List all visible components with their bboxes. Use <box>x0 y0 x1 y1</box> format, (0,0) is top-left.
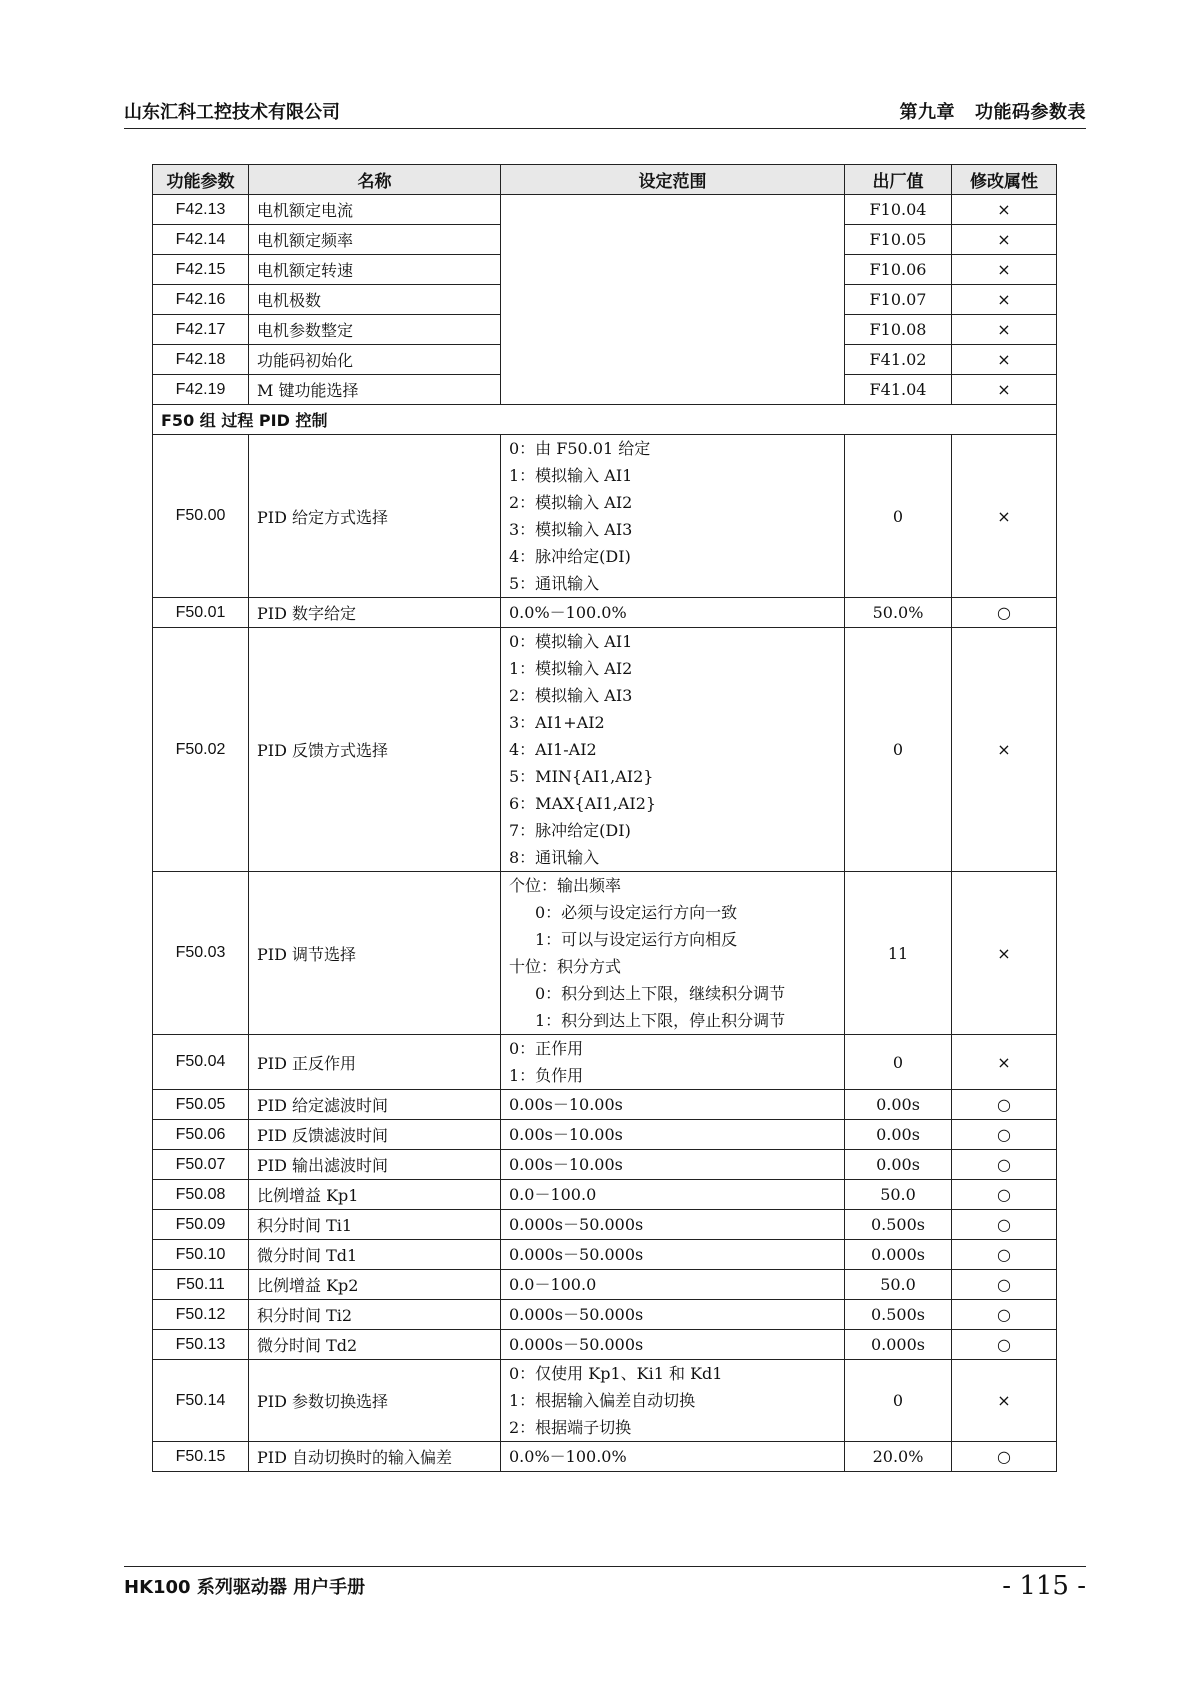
param-code: F50.11 <box>153 1270 249 1300</box>
param-attr: × <box>952 195 1057 225</box>
table-row <box>153 1150 1057 1180</box>
param-code: F50.06 <box>153 1120 249 1150</box>
range-option: 0.0%－100.0% <box>509 1447 627 1466</box>
range-option: 3：AI1+AI2 <box>509 713 605 732</box>
param-name: PID 参数切换选择 <box>249 1360 501 1442</box>
range-option: 2：根据端子切换 <box>509 1418 632 1437</box>
param-name: PID 数字给定 <box>249 598 501 628</box>
param-default: 0 <box>845 435 952 598</box>
range-option: 7：脉冲给定(DI) <box>509 821 631 840</box>
param-name: PID 给定方式选择 <box>249 435 501 598</box>
param-code: F50.09 <box>153 1210 249 1240</box>
table-row <box>153 1240 1057 1270</box>
range-option: 1：模拟输入 AI2 <box>509 659 633 678</box>
param-range <box>501 1360 845 1442</box>
range-option: 0.0－100.0 <box>509 1185 597 1204</box>
range-option: 2：模拟输入 AI2 <box>509 493 633 512</box>
range-option: 十位：积分方式 <box>509 957 622 976</box>
range-option: 1：模拟输入 AI1 <box>509 466 633 485</box>
param-range <box>501 1330 845 1360</box>
param-default: 50.0 <box>845 1180 952 1210</box>
param-range <box>501 598 845 628</box>
table-body <box>153 195 1057 1472</box>
param-code: F42.13 <box>153 195 249 225</box>
param-name: 积分时间 Ti1 <box>249 1210 501 1240</box>
param-name: PID 输出滤波时间 <box>249 1150 501 1180</box>
param-default: F10.07 <box>845 285 952 315</box>
param-default: 0 <box>845 1360 952 1442</box>
param-range <box>501 1180 845 1210</box>
param-attr: ○ <box>952 1240 1057 1270</box>
param-range <box>501 628 845 872</box>
company-name: 山东汇科工控技术有限公司 <box>124 102 340 123</box>
param-attr: × <box>952 1035 1057 1090</box>
parameter-table <box>152 164 1057 1472</box>
param-attr: × <box>952 225 1057 255</box>
param-code: F50.01 <box>153 598 249 628</box>
param-range <box>501 1240 845 1270</box>
param-attr: ○ <box>952 1442 1057 1472</box>
table-header-row <box>153 165 1057 195</box>
range-option: 0：模拟输入 AI1 <box>509 632 633 651</box>
param-attr: × <box>952 628 1057 872</box>
param-attr: ○ <box>952 1150 1057 1180</box>
page-header <box>124 98 1086 129</box>
group-title: F50 组 过程 PID 控制 <box>153 405 1057 435</box>
param-attr: × <box>952 345 1057 375</box>
param-name: 电机额定电流 <box>249 195 501 225</box>
param-code: F50.15 <box>153 1442 249 1472</box>
param-range <box>501 1270 845 1300</box>
range-option: 0.000s－50.000s <box>509 1305 644 1324</box>
param-default: F10.05 <box>845 225 952 255</box>
range-option: 8：通讯输入 <box>509 848 600 867</box>
param-range <box>501 1210 845 1240</box>
param-code: F42.19 <box>153 375 249 405</box>
table-row <box>153 1210 1057 1240</box>
header-attr: 修改属性 <box>952 165 1057 195</box>
param-attr: ○ <box>952 1180 1057 1210</box>
param-range <box>501 1150 845 1180</box>
range-option: 1：负作用 <box>509 1066 584 1085</box>
param-code: F50.03 <box>153 872 249 1035</box>
range-option: 0.000s－50.000s <box>509 1245 644 1264</box>
param-range <box>501 1090 845 1120</box>
param-range <box>501 435 845 598</box>
param-name: 电机额定转速 <box>249 255 501 285</box>
param-name: PID 给定滤波时间 <box>249 1090 501 1120</box>
param-code: F42.16 <box>153 285 249 315</box>
param-code: F50.07 <box>153 1150 249 1180</box>
table-row <box>153 1120 1057 1150</box>
param-default: F10.06 <box>845 255 952 285</box>
param-range <box>501 1120 845 1150</box>
param-range <box>501 1035 845 1090</box>
param-name: PID 反馈方式选择 <box>249 628 501 872</box>
header-range: 设定范围 <box>501 165 845 195</box>
chapter-heading <box>880 98 1087 124</box>
range-option: 0.000s－50.000s <box>509 1215 644 1234</box>
param-attr: ○ <box>952 1120 1057 1150</box>
table-row <box>153 1270 1057 1300</box>
table-row <box>153 1300 1057 1330</box>
range-option: 1：积分到达上下限，停止积分调节 <box>535 1011 786 1030</box>
range-option: 0：正作用 <box>509 1039 584 1058</box>
param-range <box>501 872 845 1035</box>
header-default: 出厂值 <box>845 165 952 195</box>
param-attr: ○ <box>952 598 1057 628</box>
param-name: PID 反馈滤波时间 <box>249 1120 501 1150</box>
range-option: 0.00s－10.00s <box>509 1125 623 1144</box>
param-attr: × <box>952 315 1057 345</box>
param-name: 电机极数 <box>249 285 501 315</box>
table-row <box>153 1360 1057 1442</box>
table-row <box>153 598 1057 628</box>
table-row <box>153 1330 1057 1360</box>
param-name: PID 正反作用 <box>249 1035 501 1090</box>
range-option: 0.0%－100.0% <box>509 603 627 622</box>
param-name: 电机额定频率 <box>249 225 501 255</box>
range-option: 0：由 F50.01 给定 <box>509 439 651 458</box>
param-range <box>501 195 845 405</box>
param-default: 50.0% <box>845 598 952 628</box>
table-row <box>153 872 1057 1035</box>
table-row <box>153 195 1057 225</box>
param-default: 0 <box>845 1035 952 1090</box>
table-row <box>153 1442 1057 1472</box>
table-row <box>153 1180 1057 1210</box>
range-option: 1：可以与设定运行方向相反 <box>535 930 738 949</box>
param-name: 电机参数整定 <box>249 315 501 345</box>
param-code: F42.18 <box>153 345 249 375</box>
param-name: 微分时间 Td1 <box>249 1240 501 1270</box>
header-code: 功能参数 <box>153 165 249 195</box>
param-name: PID 自动切换时的输入偏差 <box>249 1442 501 1472</box>
range-option: 个位：输出频率 <box>509 876 622 895</box>
range-option: 0.000s－50.000s <box>509 1335 644 1354</box>
param-code: F42.17 <box>153 315 249 345</box>
param-attr: × <box>952 255 1057 285</box>
param-name: 比例增益 Kp2 <box>249 1270 501 1300</box>
chapter-number: 第九章 <box>899 102 955 123</box>
table-row <box>153 435 1057 598</box>
param-default: 0.00s <box>845 1120 952 1150</box>
param-name: PID 调节选择 <box>249 872 501 1035</box>
range-option: 0.00s－10.00s <box>509 1155 623 1174</box>
param-range <box>501 1442 845 1472</box>
range-option: 5：MIN{AI1,AI2} <box>509 767 654 786</box>
param-code: F50.14 <box>153 1360 249 1442</box>
param-code: F50.05 <box>153 1090 249 1120</box>
range-option: 6：MAX{AI1,AI2} <box>509 794 657 813</box>
param-attr: ○ <box>952 1210 1057 1240</box>
param-default: 11 <box>845 872 952 1035</box>
param-name: 积分时间 Ti2 <box>249 1300 501 1330</box>
param-attr: × <box>952 1360 1057 1442</box>
param-default: 50.0 <box>845 1270 952 1300</box>
param-default: 0 <box>845 628 952 872</box>
param-attr: ○ <box>952 1300 1057 1330</box>
param-code: F50.10 <box>153 1240 249 1270</box>
param-attr: ○ <box>952 1270 1057 1300</box>
param-default: 0.000s <box>845 1240 952 1270</box>
param-code: F42.15 <box>153 255 249 285</box>
range-option: 1：根据输入偏差自动切换 <box>509 1391 696 1410</box>
param-name: M 键功能选择 <box>249 375 501 405</box>
param-attr: ○ <box>952 1330 1057 1360</box>
page-number: - 115 - <box>1002 1571 1086 1601</box>
range-option: 0.00s－10.00s <box>509 1095 623 1114</box>
param-name: 微分时间 Td2 <box>249 1330 501 1360</box>
table-row <box>153 1035 1057 1090</box>
param-name: 功能码初始化 <box>249 345 501 375</box>
param-code: F50.04 <box>153 1035 249 1090</box>
param-default: F10.08 <box>845 315 952 345</box>
header-name: 名称 <box>249 165 501 195</box>
manual-title: HK100 系列驱动器 用户手册 <box>124 1577 366 1598</box>
param-code: F50.13 <box>153 1330 249 1360</box>
param-name: 比例增益 Kp1 <box>249 1180 501 1210</box>
group-row <box>153 405 1057 435</box>
range-option: 4：AI1-AI2 <box>509 740 597 759</box>
range-option: 4：脉冲给定(DI) <box>509 547 631 566</box>
range-option: 0：积分到达上下限，继续积分调节 <box>535 984 786 1003</box>
param-attr: × <box>952 435 1057 598</box>
param-default: F41.02 <box>845 345 952 375</box>
param-default: 0.00s <box>845 1150 952 1180</box>
param-code: F50.12 <box>153 1300 249 1330</box>
param-default: F41.04 <box>845 375 952 405</box>
range-option: 2：模拟输入 AI3 <box>509 686 633 705</box>
param-attr: ○ <box>952 1090 1057 1120</box>
param-attr: × <box>952 285 1057 315</box>
param-code: F50.02 <box>153 628 249 872</box>
table-row <box>153 628 1057 872</box>
param-default: F10.04 <box>845 195 952 225</box>
param-code: F50.00 <box>153 435 249 598</box>
param-default: 20.0% <box>845 1442 952 1472</box>
table-row <box>153 1090 1057 1120</box>
param-code: F42.14 <box>153 225 249 255</box>
range-option: 0.0－100.0 <box>509 1275 597 1294</box>
range-option: 0：必须与设定运行方向一致 <box>535 903 738 922</box>
range-option: 5：通讯输入 <box>509 574 600 593</box>
param-attr: × <box>952 375 1057 405</box>
param-default: 0.500s <box>845 1300 952 1330</box>
range-option: 3：模拟输入 AI3 <box>509 520 633 539</box>
param-range <box>501 1300 845 1330</box>
param-attr: × <box>952 872 1057 1035</box>
range-option: 0：仅使用 Kp1、Ki1 和 Kd1 <box>509 1364 723 1383</box>
param-default: 0.500s <box>845 1210 952 1240</box>
chapter-title: 功能码参数表 <box>975 102 1086 123</box>
param-default: 0.000s <box>845 1330 952 1360</box>
param-default: 0.00s <box>845 1090 952 1120</box>
param-code: F50.08 <box>153 1180 249 1210</box>
page-footer <box>124 1566 1086 1601</box>
